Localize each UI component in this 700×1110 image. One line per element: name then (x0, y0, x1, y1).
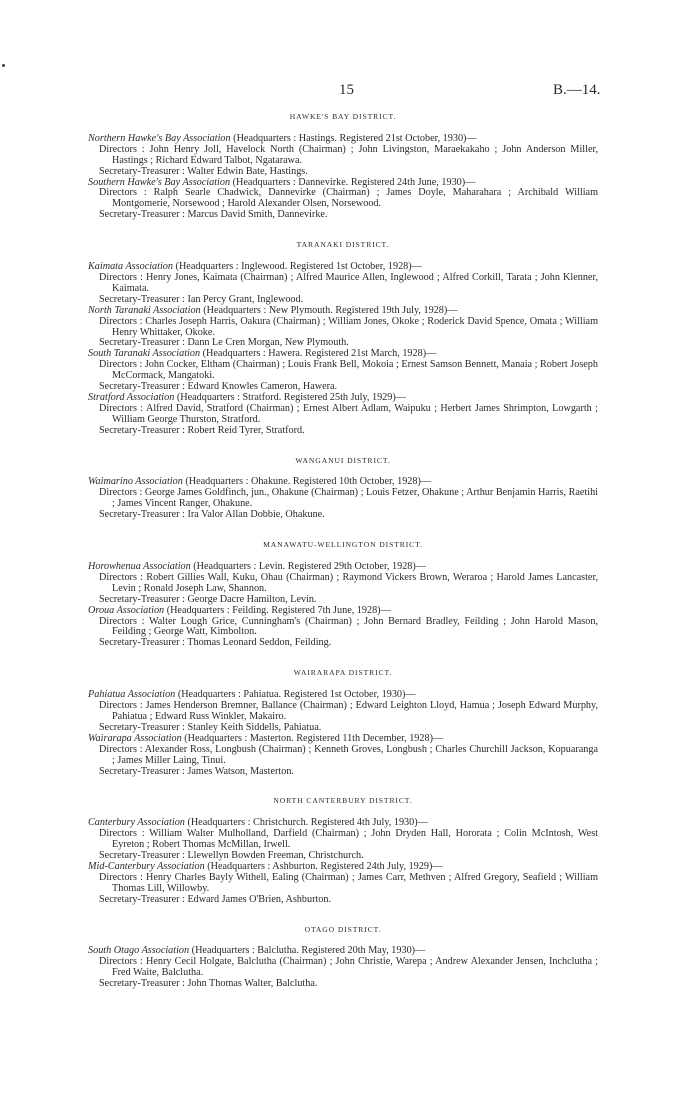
directors-list: Directors : Henry Jones, Kaimata (Chairman) ; Alfred Maurice Allen, Inglewood ; Alfred Corkill, Tarata ; John Klenner, Kaimata. (99, 271, 598, 294)
association-details: (Headquarters : Christchurch. Registered 4th July, 1930)— (184, 817, 428, 829)
directors-list: Directors : Robert Gillies Wall, Kuku, Ohau (Chairman) ; Raymond Vickers Brown, Weraroa ; Harold James Lancaster, Levin ; Ronald Joseph Law, Shannon. (99, 571, 598, 594)
secretary-treasurer: Secretary-Treasurer : Thomas Leonard Seddon, Feilding. (99, 637, 332, 649)
association-name: Mid-Canterbury Association (88, 860, 205, 872)
district-heading: MANAWATU-WELLINGTON DISTRICT. (263, 540, 423, 550)
association-details: (Headquarters : Pahiatua. Registered 1st October, 1930)— (175, 689, 416, 701)
association-name: Northern Hawke's Bay Association (88, 132, 231, 144)
association-name: Pahiatua Association (88, 689, 176, 701)
association-name: Horowhenua Association (88, 561, 191, 572)
association-details: (Headquarters : Ashburton. Registered 24th July, 1929)— (204, 860, 443, 872)
association-name: South Otago Association (88, 945, 190, 957)
secretary-treasurer: Secretary-Treasurer : Ian Percy Grant, Inglewood. (99, 293, 304, 305)
association-entry (88, 349, 598, 393)
district-heading: HAWKE'S BAY DISTRICT. (289, 112, 397, 121)
directors-list: Directors : Charles Joseph Harris, Oakura (Chairman) ; William Jones, Okoke ; Roderick David Spence, Omata ; William Henry Whittaker, Okoke. (99, 315, 598, 338)
district-heading: WAIRARAPA DISTRICT. (293, 668, 393, 678)
district-section (88, 540, 598, 649)
page-number: 15 (339, 82, 354, 98)
association-name: Oroua Association (88, 604, 165, 616)
district-heading: OTAGO DISTRICT. (304, 924, 382, 934)
association-entry (88, 306, 598, 350)
district-section (88, 668, 598, 777)
secretary-treasurer: Secretary-Treasurer : John Thomas Walter, Balclutha. (99, 978, 318, 990)
secretary-treasurer: Secretary-Treasurer : Marcus David Smith, Dannevirke. (99, 209, 328, 221)
association-details: (Headquarters : Masterton. Registered 11th December, 1928)— (181, 732, 444, 744)
district-section (88, 112, 598, 221)
association-name: North Taranaki Association (88, 304, 201, 316)
scan-speck (2, 64, 5, 67)
association-entry (88, 946, 598, 990)
secretary-treasurer: Secretary-Treasurer : Stanley Keith Siddells, Pahiatua. (99, 721, 322, 733)
directors-list: Directors : Alfred David, Stratford (Chairman) ; Ernest Albert Adlam, Waipuku ; Herbert James Shrimpton, Lowgarth ; William George Thurston, Stratford. (99, 402, 598, 425)
secretary-treasurer: Secretary-Treasurer : Edward James O'Brien, Ashburton. (99, 893, 332, 905)
association-heading (88, 606, 598, 617)
secretary-treasurer: Secretary-Treasurer : Ira Valor Allan Dobbie, Ohakune. (99, 509, 325, 521)
district-section (88, 456, 598, 522)
district-heading: TARANAKI DISTRICT. (296, 240, 390, 250)
association-name: Canterbury Association (88, 817, 185, 829)
district-section (88, 240, 598, 436)
association-name: Kaimata Association (88, 261, 173, 273)
association-entry (88, 606, 598, 650)
association-name: Southern Hawke's Bay Association (88, 176, 231, 188)
association-details: (Headquarters : Balclutha. Registered 20th May, 1930)— (189, 945, 426, 957)
directors-list: Directors : Walter Lough Grice, Cunningham's (Chairman) ; John Bernard Bradley, Feilding ; John Harold Mason, Feilding ; George Watt, Kimbolton. (99, 615, 598, 638)
association-details: (Headquarters : Inglewood. Registered 1st October, 1928)— (173, 261, 422, 273)
association-name: Stratford Association (88, 391, 175, 403)
secretary-treasurer: Secretary-Treasurer : Llewellyn Bowden Freeman, Christchurch. (99, 850, 364, 862)
association-entry (88, 690, 598, 734)
directors-list: Directors : Ralph Searle Chadwick, Dannevirke (Chairman) ; James Doyle, Maharahara ; Archibald William Montgomerie, Norsewood ; Harold Alexander Olsen, Norsewood. (99, 187, 598, 210)
district-heading: WANGANUI DISTRICT. (295, 455, 391, 465)
association-details: (Headquarters : Stratford. Registered 25th July, 1929)— (174, 391, 406, 403)
secretary-treasurer: Secretary-Treasurer : Robert Reid Tyrer, Stratford. (99, 424, 305, 436)
page-body (88, 112, 598, 990)
secretary-treasurer: Secretary-Treasurer : Dann Le Cren Morgan, New Plymouth. (99, 337, 349, 349)
association-entry (88, 477, 598, 521)
page-header (0, 82, 700, 102)
association-name: Waimarino Association (88, 476, 183, 488)
directors-list: Directors : Henry Charles Bayly Withell, Ealing (Chairman) ; James Carr, Methven ; Alfred Gregory, Seafield ; William Thomas Lill, Willowby. (99, 871, 598, 894)
association-details: (Headquarters : Dannevirke. Registered 24th June, 1930)— (230, 176, 476, 188)
association-details: (Headquarters : Hastings. Registered 21st October, 1930)— (230, 132, 477, 144)
district-section (88, 796, 598, 905)
directors-list: Directors : William Walter Mulholland, Darfield (Chairman) ; John Dryden Hall, Hororata ; Colin McIntosh, West Eyreton ; Robert Thomas McMillan, Irwell. (99, 828, 598, 851)
directors-list: Directors : Henry Cecil Holgate, Balclutha (Chairman) ; John Christie, Warepa ; Andrew Alexander Jensen, Inchclutha ; Fred Waite, Balclutha. (99, 956, 598, 979)
secretary-treasurer: Secretary-Treasurer : Walter Edwin Bate, Hastings. (99, 165, 308, 177)
association-details: (Headquarters : Ohakune. Registered 10th October, 1928)— (182, 476, 432, 488)
document-reference: B.—14. (553, 82, 601, 98)
association-details: (Headquarters : Feilding. Registered 7th June, 1928)— (164, 604, 391, 616)
association-entry (88, 818, 598, 862)
directors-list: Directors : John Cocker, Eltham (Chairman) ; Louis Frank Bell, Mokoia ; Ernest Samson Bennett, Manaia ; Robert Joseph McCormack, Mangatoki. (99, 359, 598, 382)
association-entry (88, 134, 598, 178)
association-name: South Taranaki Association (88, 348, 201, 360)
association-entry (88, 734, 598, 778)
association-entry (88, 262, 598, 306)
association-details: (Headquarters : New Plymouth. Registered 19th July, 1928)— (200, 304, 458, 316)
association-details: (Headquarters : Levin. Registered 29th October, 1928)— (190, 561, 426, 572)
secretary-treasurer: Secretary-Treasurer : James Watson, Masterton. (99, 765, 294, 777)
district-heading: NORTH CANTERBURY DISTRICT. (273, 796, 413, 806)
directors-list: Directors : James Henderson Bremner, Ballance (Chairman) ; Edward Leighton Lloyd, Hamua ; Joseph Edward Murphy, Pahiatua ; Edward Russ Winkler, Makairo. (99, 700, 598, 722)
association-name: Wairarapa Association (88, 732, 182, 744)
association-heading (88, 306, 598, 317)
district-section (88, 925, 598, 991)
secretary-treasurer: Secretary-Treasurer : George Dacre Hamilton, Levin. (99, 593, 317, 605)
secretary-treasurer: Secretary-Treasurer : Edward Knowles Cameron, Hawera. (99, 381, 338, 393)
association-details: (Headquarters : Hawera. Registered 21st March, 1928)— (200, 348, 437, 360)
directors-list: Directors : George James Goldfinch, jun., Ohakune (Chairman) ; Louis Fetzer, Ohakune ; Arthur Benjamin Harris, Raetihi ; James Vincent Ranger, Ohakune. (99, 487, 598, 510)
association-entry (88, 393, 598, 437)
directors-list: Directors : Alexander Ross, Longbush (Chairman) ; Kenneth Groves, Longbush ; Charles Churchill Jackson, Kopuaranga ; James Miller Laing, Tinui. (99, 743, 598, 766)
directors-list: Directors : John Henry Joll, Havelock North (Chairman) ; John Livingston, Maraekakaho ; John Anderson Miller, Hastings ; Richard Edward Talbot, Ngatarawa. (99, 143, 598, 166)
association-entry (88, 862, 598, 906)
association-entry (88, 178, 598, 222)
association-entry (88, 562, 598, 606)
